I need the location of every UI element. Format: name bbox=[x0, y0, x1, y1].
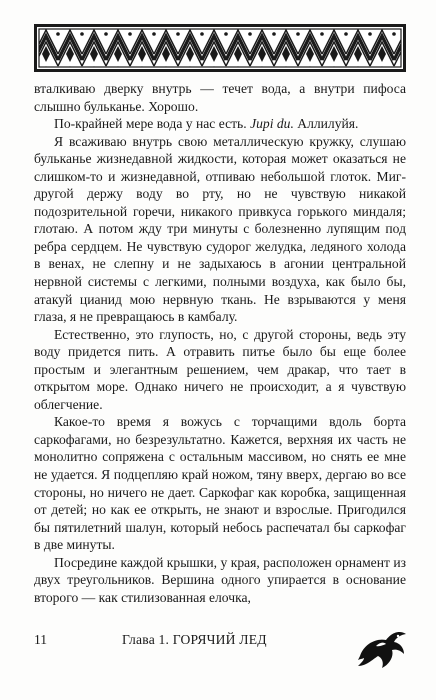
italic-phrase: Jupi du. bbox=[250, 116, 294, 132]
dragon-silhouette-icon bbox=[354, 626, 408, 674]
paragraph-1: вталкиваю дверку внутрь — течет вода, а внутри пифоса слышно бульканье. Хорошо. bbox=[34, 81, 406, 114]
paragraph-2 bbox=[34, 115, 406, 133]
paragraph-6: Посредине каждой крышки, у края, расположен орнамент из двух треугольников. Вершина одного упирается в основание второго — как стилизованная елочка, bbox=[34, 554, 406, 605]
paragraph-4: Естественно, это глупость, но, с другой стороны, ведь эту воду придется пить. А отравить питье было бы еще более простым и элегантным решением, чем дракар, что тает в открытом море. Однако ничего не происходит, а я чувствую облегчение. bbox=[34, 326, 406, 412]
header-ornament-icon bbox=[34, 24, 406, 72]
page-number: 11 bbox=[34, 632, 48, 647]
chapter-title: Глава 1. ГОРЯЧИЙ ЛЕД bbox=[122, 632, 267, 647]
paragraph-3: Я всаживаю внутрь свою металлическую кружку, слушаю бульканье жизнедавной жидкости, которая может оказаться не слишком-то и жизнедавной, отпиваю небольшой глоток. Миг-другой держу воду во рту, но не чувствую никакой подозрительной горечи, никакого привкуса горького миндаля; глотаю. А потом жду три минуты с болезненно лупящим под ребра сердцем. Не чувствую судорог желудка, ледяного холода в венах, не слепну и не задыхаюсь в агонии центральной нервной системы с легкими, полными воздуха, как было бы, атакуй цианид мою нервную ткань. Не взрываются у меня глаза, я не превращаюсь в камбалу. bbox=[34, 133, 406, 325]
body-text bbox=[34, 80, 406, 606]
paragraph-2-end: Аллилуйя. bbox=[293, 116, 359, 132]
paragraph-2-start: По-крайней мере вода у нас есть. bbox=[54, 116, 251, 132]
page-footer bbox=[34, 626, 406, 686]
paragraph-5: Какое-то время я вожусь с торчащими вдоль борта саркофагами, но безрезультатно. Кажется, верхняя их часть не монолитно сопряжена с остальным массивом, но снять ее мне не удается. Я подцепляю край ножом, тяну вверх, дергаю во все стороны, но ничего не дает. Саркофаг как коробка, защищенная от детей; но как ее открыть, не знают и взрослые. Пригодился бы пятилетний шалун, который небось распечатал бы саркофаг в две минуты. bbox=[34, 414, 406, 553]
